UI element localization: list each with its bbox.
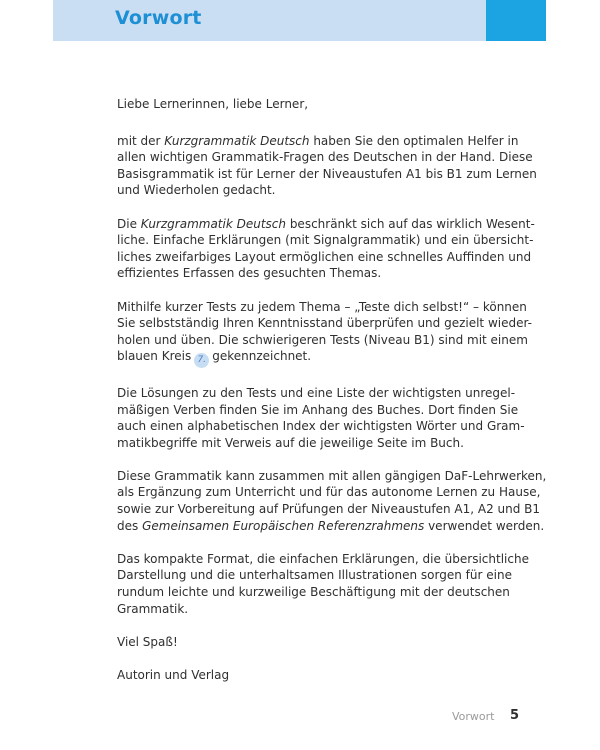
paragraph-scope <box>117 216 535 282</box>
text-line: blauen Kreis 7. gekennzeichnet. <box>117 348 507 368</box>
page-number: 5 <box>510 708 520 723</box>
text-line: effizientes Erfassen des gesuchten Themas. <box>117 266 382 281</box>
text-line: Basisgrammatik ist für Lerner der Niveaustufen A1 bis B1 zum Lernen <box>117 166 537 181</box>
closing-line: Viel Spaß! <box>117 634 178 649</box>
text-line: holen und üben. Die schwierigeren Tests (Niveau B1) sind mit einem <box>117 332 528 347</box>
text-line: Diese Grammatik kann zusammen mit allen gängigen DaF-Lehrwerken, <box>117 468 547 483</box>
footer-section-label: Vorwort <box>452 710 495 723</box>
text-line: als Ergänzung zum Unterricht und für das autonome Lernen zu Hause, <box>117 485 541 500</box>
text-line: auch einen alphabetischen Index der wichtigsten Wörter und Gram- <box>117 419 525 434</box>
text-line: Mithilfe kurzer Tests zu jedem Thema – „Teste dich selbst!“ – können <box>117 299 527 314</box>
paragraph-appendix <box>117 385 525 451</box>
text-line: Die Lösungen zu den Tests und eine Liste der wichtigsten unregel- <box>117 385 516 400</box>
text-line: Grammatik. <box>117 601 189 616</box>
b1-level-circle-icon: 7. <box>194 353 209 368</box>
header-accent-block <box>486 0 546 41</box>
text-line: Darstellung und die unterhaltsamen Illustrationen sorgen für eine <box>117 568 512 583</box>
text-line: Das kompakte Format, die einfachen Erklärungen, die übersichtliche <box>117 551 529 566</box>
text-line: Die Kurzgrammatik Deutsch beschränkt sich auf das wirklich Wesent- <box>117 216 535 231</box>
text-line: liche. Einfache Erklärungen (mit Signalgrammatik) und ein übersicht- <box>117 233 534 248</box>
book-title: Kurzgrammatik Deutsch <box>164 133 310 148</box>
text-line: rundum leichte und kurzweilige Beschäftigung mit der deutschen <box>117 585 510 600</box>
paragraph-tests <box>117 299 532 369</box>
text-line: mäßigen Verben finden Sie im Anhang des Buches. Dort finden Sie <box>117 402 519 417</box>
signature-line: Autorin und Verlag <box>117 668 230 682</box>
paragraph-format <box>117 551 529 617</box>
greeting: Liebe Lernerinnen, liebe Lerner, <box>117 97 309 111</box>
paragraph-usage <box>117 468 547 534</box>
text-line: mit der Kurzgrammatik Deutsch haben Sie den optimalen Helfer in <box>117 133 519 148</box>
page-title: Vorwort <box>115 7 202 29</box>
text-line: Sie selbstständig Ihren Kenntnisstand überprüfen und gezielt wieder- <box>117 316 532 331</box>
text-line: und Wiederholen gedacht. <box>117 183 276 198</box>
text-line: allen wichtigen Grammatik-Fragen des Deutschen in der Hand. Diese <box>117 150 533 165</box>
framework-title: Gemeinsamen Europäischen Referenzrahmens <box>142 518 425 533</box>
foreword-body <box>117 96 547 700</box>
text-line: liches zweifarbiges Layout ermöglichen eine schnelles Auffinden und <box>117 249 532 264</box>
text-line: des Gemeinsamen Europäischen Referenzrahmens verwendet werden. <box>117 518 545 533</box>
paragraph-intro <box>117 133 537 199</box>
text-line: sowie zur Vorbereitung auf Prüfungen der Niveaustufen A1, A2 und B1 <box>117 502 541 517</box>
text-line: matikbegriffe mit Verweis auf die jeweilige Seite im Buch. <box>117 435 464 450</box>
book-title: Kurzgrammatik Deutsch <box>140 216 286 231</box>
